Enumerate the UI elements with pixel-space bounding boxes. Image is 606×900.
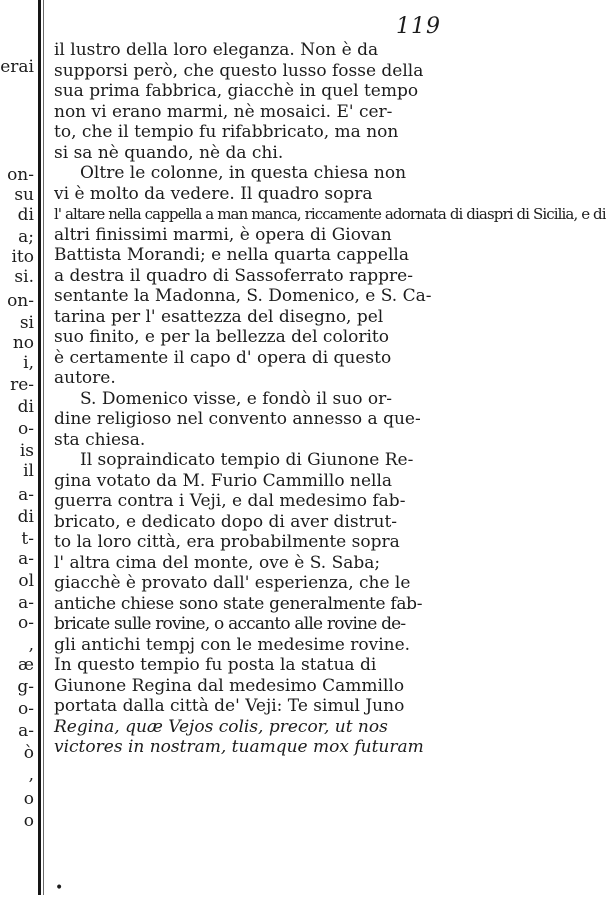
- margin-fragment: di: [17, 205, 34, 225]
- margin-fragment: ol: [18, 571, 34, 591]
- margin-fragment: o-: [18, 699, 34, 719]
- binding-edge: [38, 0, 41, 895]
- margin-fragment: is: [19, 441, 34, 461]
- margin-fragment: di: [17, 507, 34, 527]
- text-line: a destra il quadro di Sassoferrato rappre-: [54, 265, 413, 286]
- margin-fragment: ,: [28, 765, 34, 785]
- text-line: sta chiesa.: [54, 429, 146, 450]
- margin-fragment: o: [23, 789, 34, 809]
- margin-fragment: o: [23, 811, 34, 831]
- text-line: suo finito, e per la bellezza del colorito: [54, 327, 389, 347]
- text-line: tarina per l' esattezza del disegno, pel: [54, 306, 384, 327]
- text-line: victores in nostram, tuamque mox futuram: [54, 737, 424, 757]
- page-body: [54, 40, 606, 758]
- margin-fragment: ò: [23, 743, 34, 763]
- text-line: sua prima fabbrica, giacchè in quel tempo: [54, 81, 419, 101]
- margin-fragment: su: [14, 185, 34, 205]
- margin-fragment: o-: [18, 613, 34, 633]
- text-line: autore.: [54, 368, 116, 388]
- margin-fragment: di: [17, 397, 34, 417]
- margin-fragment: æ: [18, 655, 34, 675]
- text-line: l' altra cima del monte, ove è S. Saba;: [54, 552, 381, 573]
- text-line: supporsi però, che questo lusso fosse della: [54, 60, 424, 81]
- margin-fragment: ,: [28, 635, 34, 655]
- text-line: guerra contra i Veji, e dal medesimo fab-: [54, 491, 406, 511]
- text-line: bricato, e dedicato dopo di aver distrut-: [54, 511, 398, 532]
- margin-fragment: on-: [7, 291, 34, 311]
- margin-fragment: t-: [21, 529, 34, 549]
- text-line: dine religioso nel convento annesso a que-: [54, 409, 421, 429]
- text-line: Regina, quæ Vejos colis, precor, ut nos: [54, 716, 388, 737]
- text-line: non vi erano marmi, nè mosaici. E' cer-: [54, 101, 393, 122]
- text-line: Oltre le colonne, in questa chiesa non: [80, 163, 407, 183]
- margin-fragment: re-: [10, 375, 34, 395]
- print-mark: •: [55, 880, 64, 896]
- text-line: In questo tempio fu posta la statua di: [54, 655, 377, 675]
- text-line: gina votato da M. Furio Cammillo nella: [54, 470, 393, 491]
- text-line: Giunone Regina dal medesimo Cammillo: [54, 675, 405, 696]
- text-line: sentante la Madonna, S. Domenico, e S. Ca-: [54, 286, 432, 306]
- text-line: S. Domenico visse, e fondò il suo or-: [80, 388, 392, 409]
- margin-fragment: il: [23, 461, 34, 481]
- text-line: bricate sulle rovine, o accanto alle rovine de-: [54, 614, 406, 634]
- text-line: altri finissimi marmi, è opera di Giovan: [54, 224, 392, 245]
- margin-fragment: a;: [18, 227, 34, 247]
- text-line: è certamente il capo d' opera di questo: [54, 347, 392, 368]
- text-line: antiche chiese sono state generalmente fab-: [54, 593, 423, 614]
- margin-fragment: ito: [11, 247, 34, 267]
- margin-fragment: a-: [18, 485, 34, 505]
- text-line: Il sopraindicato tempio di Giunone Re-: [80, 450, 414, 470]
- margin-fragment: a-: [18, 721, 34, 741]
- text-line: to la loro città, era probabilmente sopra: [54, 532, 400, 552]
- text-line: il lustro della loro eleganza. Non è da: [54, 40, 379, 60]
- text-line: Battista Morandi; e nella quarta cappella: [54, 245, 409, 265]
- margin-fragment: erai: [0, 57, 34, 77]
- text-line: to, che il tempio fu rifabbricato, ma non: [54, 122, 399, 142]
- margin-fragment: si.: [14, 267, 34, 287]
- margin-fragment: g-: [17, 677, 34, 697]
- margin-fragment: a-: [18, 593, 34, 613]
- page-number: 119: [396, 14, 441, 39]
- text-line: gli antichi tempj con le medesime rovine.: [54, 634, 411, 655]
- text-line: l' altare nella cappella a man manca, riccamente adornata di diaspri di Sicilia, e di: [54, 205, 606, 223]
- margin-fragment: i,: [23, 353, 34, 373]
- text-line: giacchè è provato dall' esperienza, che le: [54, 573, 411, 593]
- margin-fragment: no: [12, 333, 34, 353]
- text-line: vi è molto da vedere. Il quadro sopra: [54, 183, 373, 204]
- margin-fragment: on-: [7, 165, 34, 185]
- text-line: si sa nè quando, nè da chi.: [54, 142, 284, 163]
- binding-edge-shadow: [43, 0, 44, 895]
- margin-fragment: si: [19, 313, 34, 333]
- margin-fragment: o-: [18, 419, 34, 439]
- margin-fragment: a-: [18, 549, 34, 569]
- text-line: portata dalla città de' Veji: Te simul Juno: [54, 696, 405, 716]
